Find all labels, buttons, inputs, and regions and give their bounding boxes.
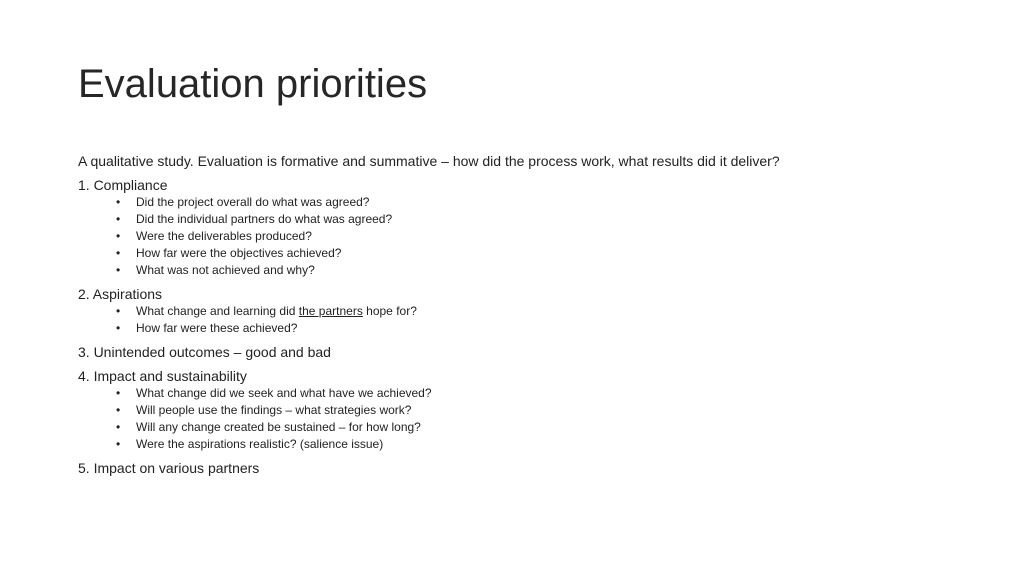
bullet-list <box>78 303 978 337</box>
list-item-text: Will any change created be sustained – for how long? <box>136 420 421 434</box>
list-item <box>78 228 978 245</box>
list-item-text: What was not achieved and why? <box>136 263 315 277</box>
list-item <box>78 194 978 211</box>
bullet-list <box>78 194 978 279</box>
list-item-text: What change did we seek and what have we achieved? <box>136 386 432 400</box>
bullet-dot: • <box>116 246 121 260</box>
section-unintended-outcomes <box>78 343 978 361</box>
section-heading: 3. Unintended outcomes – good and bad <box>78 344 331 360</box>
list-item <box>78 245 978 262</box>
list-item <box>78 419 978 436</box>
list-item-text: Were the aspirations realistic? (salience issue) <box>136 437 384 451</box>
section-heading: 5. Impact on various partners <box>78 460 260 476</box>
bullet-list <box>78 385 978 453</box>
list-item-text: Did the individual partners do what was agreed? <box>136 212 393 226</box>
list-item <box>78 262 978 279</box>
list-item-text: Did the project overall do what was agreed? <box>136 195 370 209</box>
section-heading: 1. Compliance <box>78 177 168 193</box>
underlined-phrase: the partners <box>298 304 363 318</box>
intro-text: A qualitative study. Evaluation is formative and summative – how did the process work, what results did it deliver? <box>78 153 780 169</box>
list-item-text: How far were these achieved? <box>136 321 298 335</box>
list-item <box>78 320 978 337</box>
section-heading: 4. Impact and sustainability <box>78 368 247 384</box>
list-item <box>78 211 978 228</box>
slide-title: Evaluation priorities <box>78 62 428 106</box>
section-heading: 2. Aspirations <box>78 286 163 302</box>
list-item-text: Were the deliverables produced? <box>136 229 312 243</box>
slide-body <box>78 152 978 483</box>
list-item-text-after: hope for? <box>362 304 417 318</box>
list-item-text: Will people use the findings – what strategies work? <box>136 403 412 417</box>
bullet-dot: • <box>116 403 121 417</box>
list-item-text: How far were the objectives achieved? <box>136 246 342 260</box>
bullet-dot: • <box>116 386 121 400</box>
bullet-dot: • <box>116 304 121 318</box>
list-item-text-before: What change and learning did <box>136 304 299 318</box>
list-item <box>78 436 978 453</box>
section-aspirations <box>78 285 978 337</box>
bullet-dot: • <box>116 263 121 277</box>
list-item <box>78 385 978 402</box>
section-impact-sustainability <box>78 367 978 453</box>
list-item <box>78 303 978 320</box>
section-compliance <box>78 176 978 279</box>
bullet-dot: • <box>116 229 121 243</box>
section-impact-partners <box>78 459 978 477</box>
list-item <box>78 402 978 419</box>
bullet-dot: • <box>116 321 121 335</box>
bullet-dot: • <box>116 212 121 226</box>
bullet-dot: • <box>116 437 121 451</box>
bullet-dot: • <box>116 195 121 209</box>
bullet-dot: • <box>116 420 121 434</box>
